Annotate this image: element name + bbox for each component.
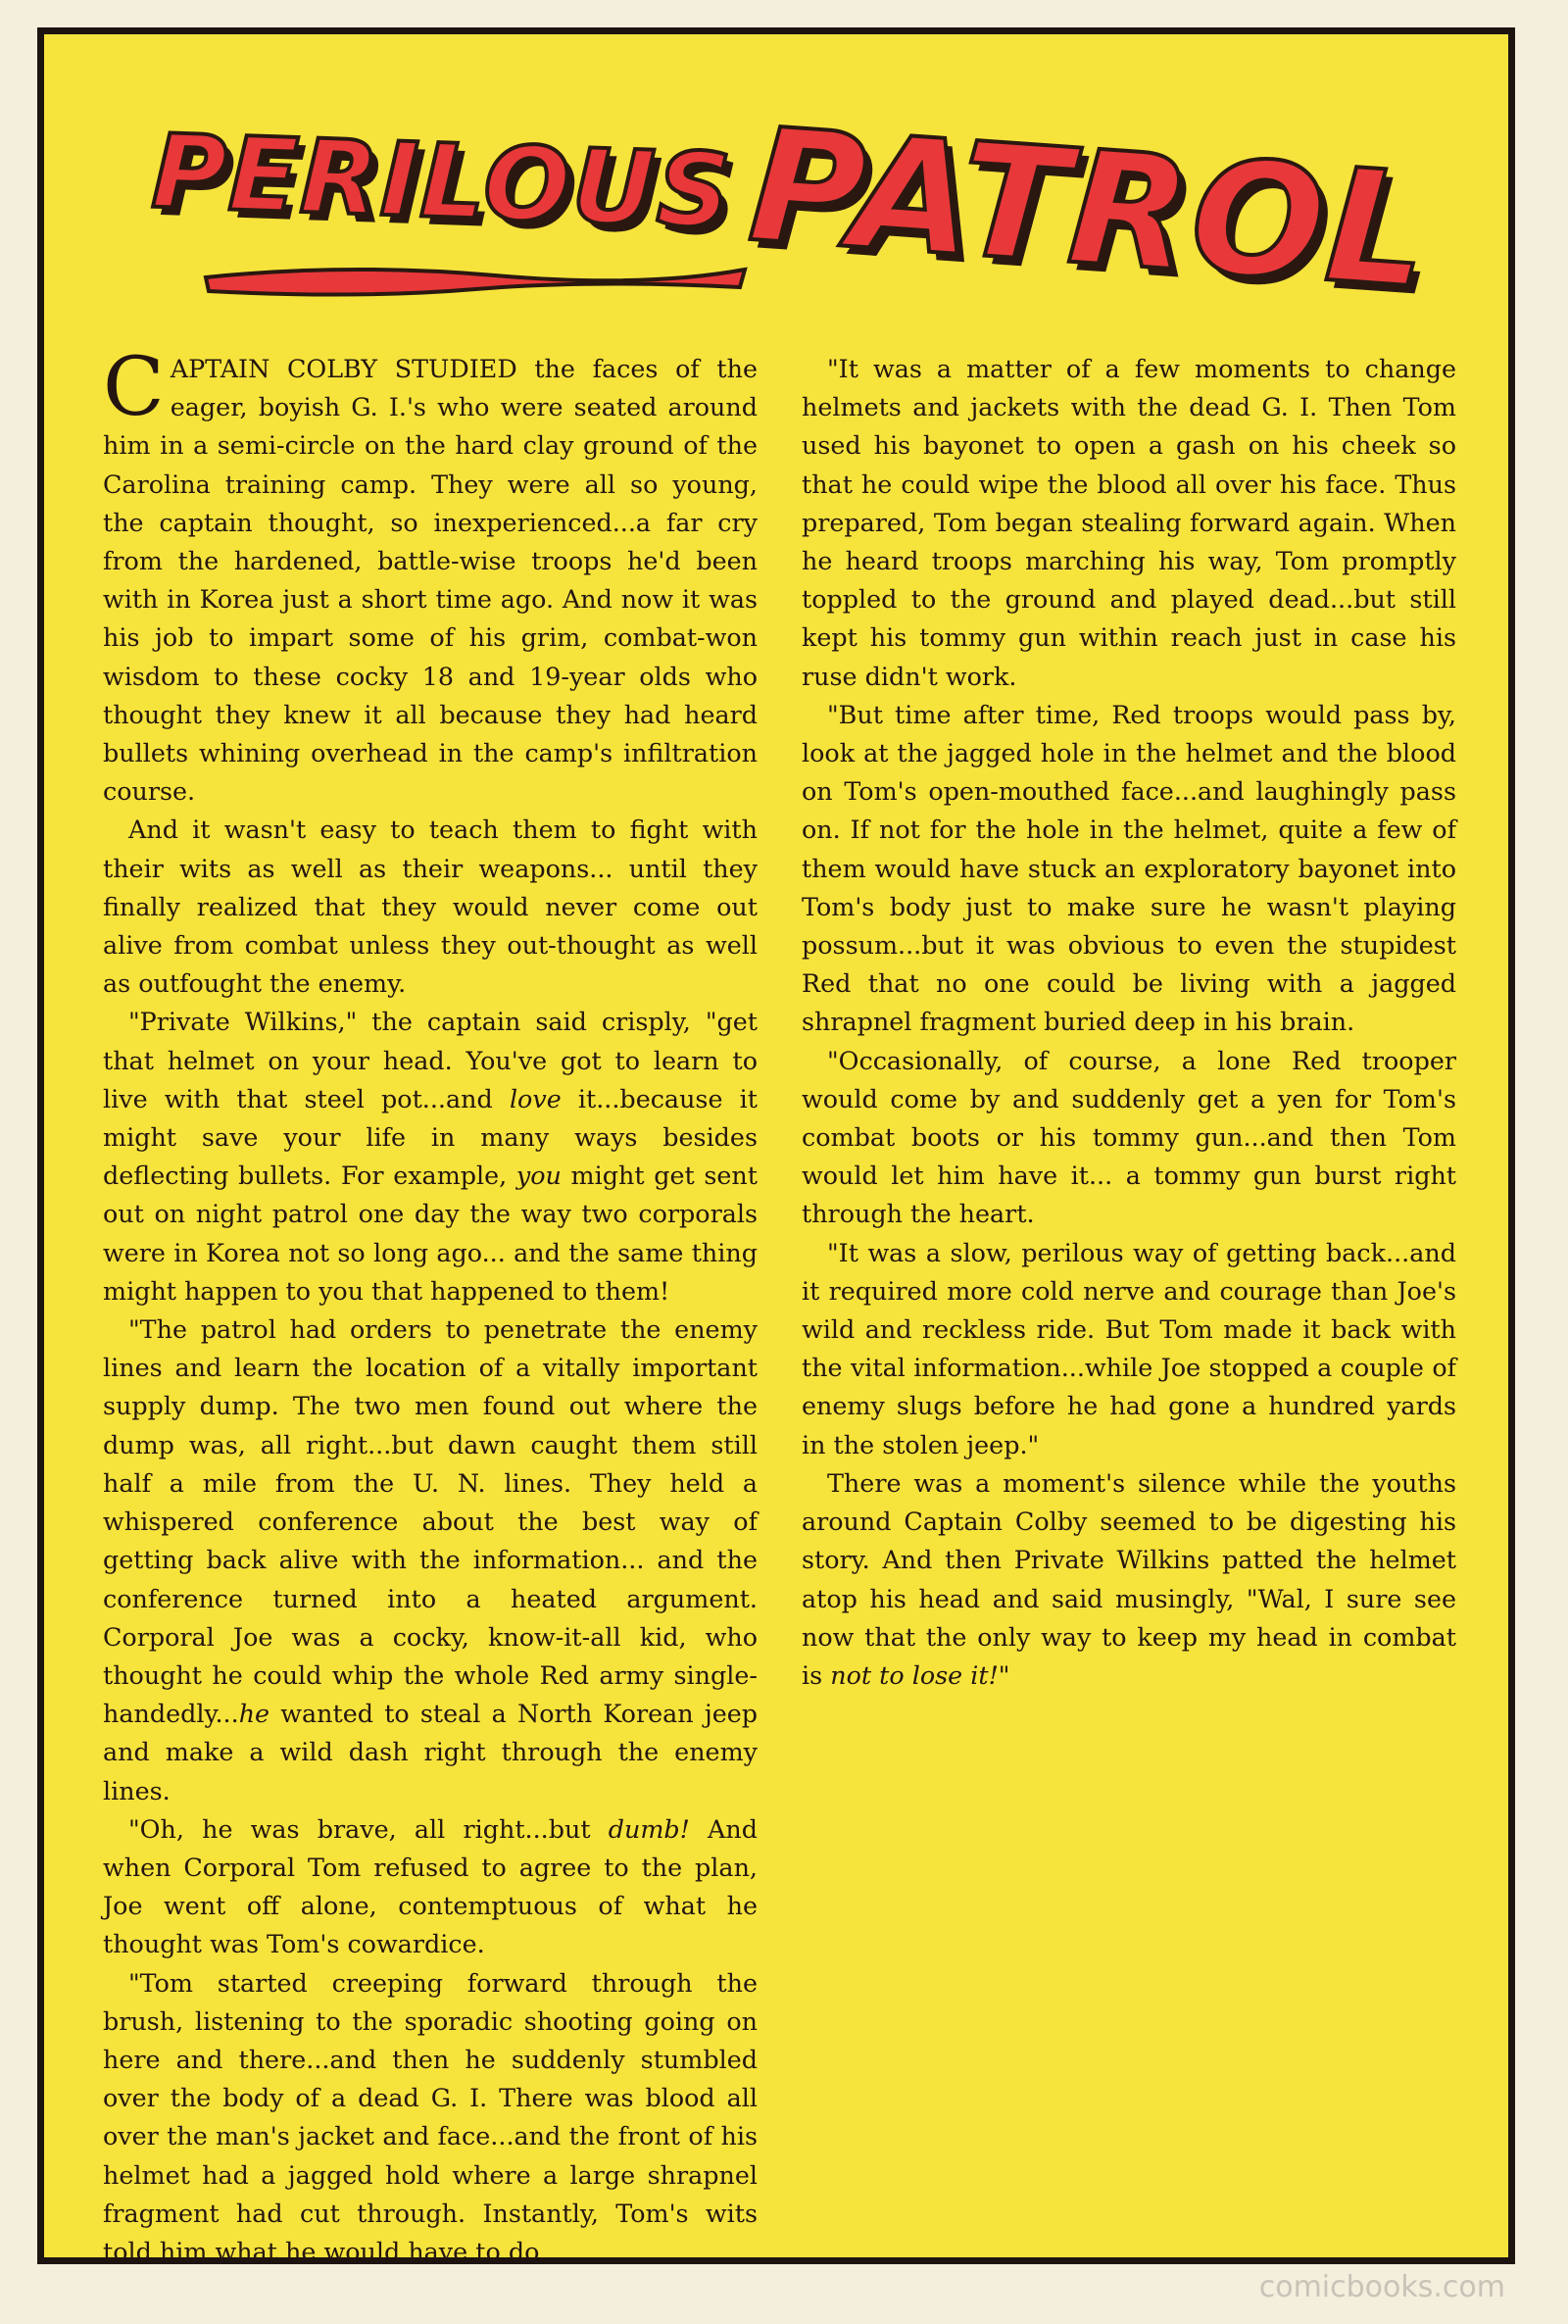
story-paragraph [103,1810,758,1964]
emphasis-text: love [509,1083,562,1113]
title-swash-underline [201,258,750,297]
text-panel [37,27,1515,2264]
story-title [44,72,1508,356]
story-column-left [103,341,759,2271]
story-paragraph: "It was a matter of a few moments to change helmets and jackets with the dead G. I. Then Tom used his bayonet to open a gash on his cheek so that he could wipe the blood all over his face. Thus prepared, Tom began stealing forward again. When he heard troops marching his way, Tom promptly toppled to the ground and played dead...but still kept his tommy gun within reach just in case his ruse didn't work. [802,354,1456,691]
story-paragraph: And it wasn't easy to teach them to fight with their wits as well as their weapons... until they finally realized that they would never come out alive from combat unless they out-thought as well as outfought the enemy. [103,815,758,999]
emphasis-text: dumb! [608,1813,690,1844]
paragraph-text: "Oh, he was brave, all right...but [128,1813,609,1844]
emphasis-text: he [238,1699,270,1729]
paragraph-text: There was a moment's silence while the youths around Captain Colby seemed to be digesting his story. And then Private Wilkins patted the helmet atop his head and said musingly, "Wal, I sure see now that the only way to keep my head in combat is [802,1467,1456,1690]
title-word-patrol: PATROL [744,93,1436,323]
story-paragraph: "But time after time, Red troops would pass by, look at the jagged hole in the helmet and the blood on Tom's open-mouthed face...and laughingly pass on. If not for the hole in the helmet, quite a few of them would have stuck an exploratory bayonet into Tom's body just to make sure he wasn't playing possum...but it was obvious to even the stupidest Red that no one could be living with a jagged shrapnel fragment buried deep in his brain. [802,699,1456,1037]
paragraph-text: And when Corporal Tom refused to agree to the plan, Joe went off alone, contemptuous of what he thought was Tom's cowardice. [103,1813,759,1959]
story-paragraph: "It was a slow, perilous way of getting back...and it required more cold nerve and courage than Joe's wild and reckless ride. But Tom made it back with the vital information...while Joe stopped a couple of enemy slugs before he had gone a hundred yards in the stolen jeep." [802,1237,1456,1459]
paragraph-text: APTAIN COLBY STUDIED the faces of the eager, boyish G. I.'s who were seated around him in a semi-circle on the hard clay ground of the Carolina training camp. They were all so young, the captain thought, so inexperienced...a far cry from the hardened, battle-wise troops he'd been with in Korea just a short time ago. And now it was his job to impart some of his grim, combat-won wisdom to these cocky 18 and 19-year olds who thought they knew it all because they had heard bullets whining overhead in the camp's infiltration course. [103,354,758,807]
title-word-perilous: PERILOUS [150,111,735,252]
emphasis-text: not to lose it! [830,1659,999,1690]
paragraph-text: " [998,1659,1010,1690]
story-paragraph [103,1310,758,1810]
story-paragraph: "Occasionally, of course, a lone Red trooper would come by and suddenly get a yen for Tom's combat boots or his tommy gun...and then Tom would let him have it... a tommy gun burst right through the heart. [802,1045,1456,1229]
site-watermark: comicbooks.com [1258,2270,1505,2304]
story-paragraph [802,1464,1456,1695]
paragraph-text: wanted to steal a North Korean jeep and make a wild dash right through the enemy lines. [103,1699,758,1805]
story-columns [103,341,1456,2266]
story-paragraph [103,341,758,811]
paragraph-text: "The patrol had orders to penetrate the enemy lines and learn the location of a vitally important supply dump. The two men found out where the dump was, all right...but dawn caught them still half a mile from the U. N. lines. They held a whispered conference about the best way of getting back alive with the information... and the conference turned into a heated argument. Corporal Joe was a cocky, know-it-all kid, who thought he could whip the whole Red army single-handedly... [103,1314,758,1729]
story-paragraph [103,1003,758,1310]
paragraph-text: might get sent out on night patrol one day the way two corporals were in Korea not so long ago... and the same thing might happen to you that happened to them! [103,1161,758,1306]
paragraph-text: "Private Wilkins," the captain said crisply, "get that helmet on your head. You've got to learn to live with that steel pot...and [103,1007,758,1113]
drop-cap: C [103,341,165,434]
paragraph-text: it...because it might save your life in many ways besides deflecting bullets. For example, [103,1083,758,1191]
story-paragraph: "Tom started creeping forward through the brush, listening to the sporadic shooting going on here and there...and then he suddenly stumbled over the body of a dead G. I. There was blood all over the man's jacket and face...and the front of his helmet had a jagged hold where a large shrapnel fragment had cut through. Instantly, Tom's wits told him what he would have to do. [103,1967,758,2266]
emphasis-text: you [515,1161,562,1191]
story-column-right [802,350,1456,1695]
